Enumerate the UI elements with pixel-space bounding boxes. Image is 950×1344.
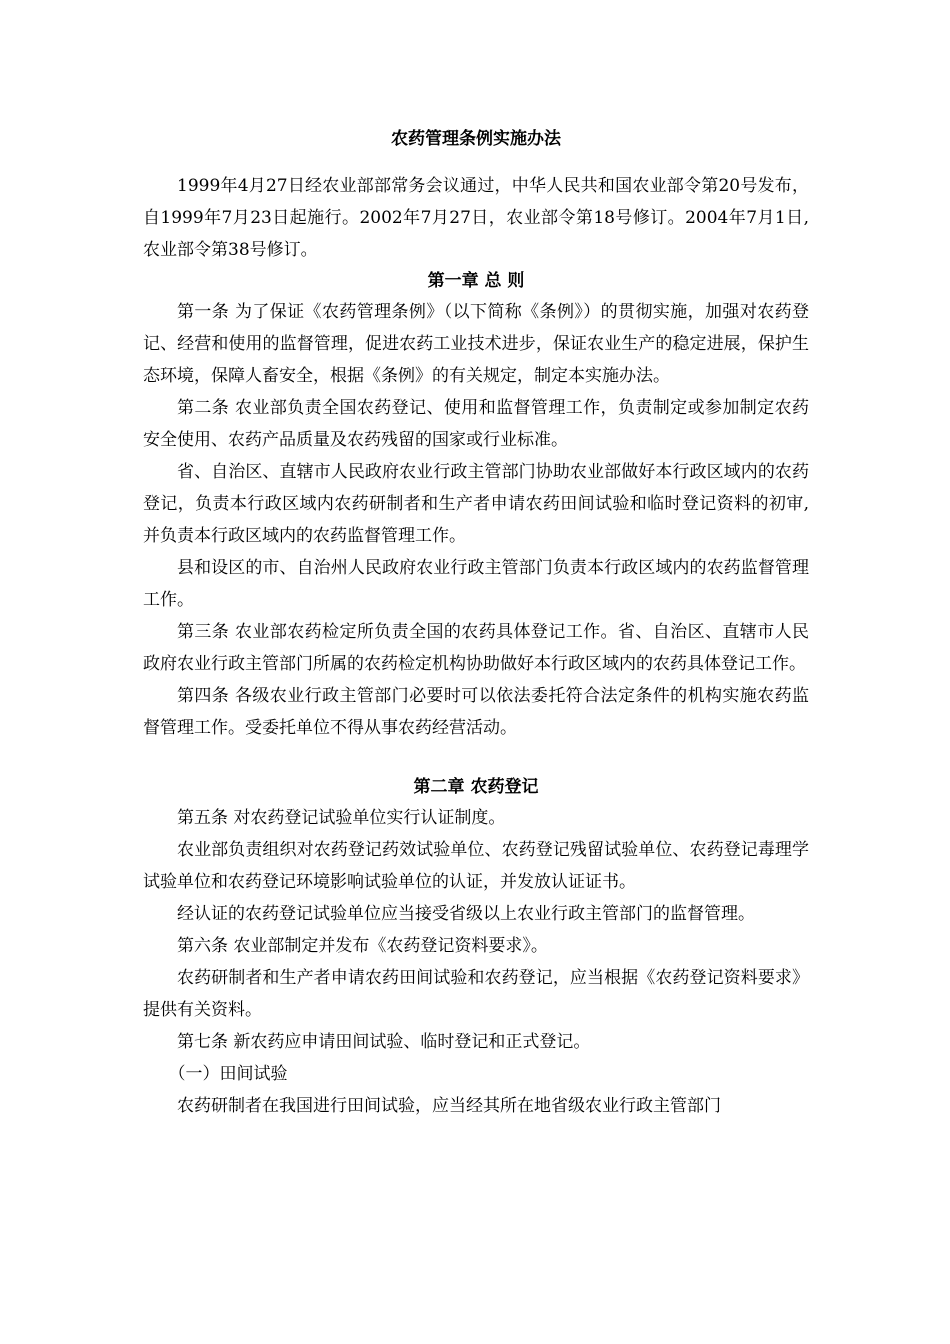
article-2: 第二条 农业部负责全国农药登记、使用和监督管理工作，负责制定或参加制定农药安全使用、农药产品质量及农药残留的国家或行业标准。: [143, 398, 809, 450]
article-1: 第一条 为了保证《农药管理条例》（以下简称《条例》）的贯彻实施，加强对农药登记、经营和使用的监督管理，促进农药工业技术进步，保证农业生产的稳定进展，保护生态环境，保障人畜安全，根据《条例》的有关规定，制定本实施办法。: [143, 302, 809, 386]
document-title: 农药管理条例实施办法: [391, 129, 561, 149]
section-spacer: [143, 744, 809, 772]
article-4: 第四条 各级农业行政主管部门必要时可以依法委托符合法定条件的机构实施农药监督管理工作。受委托单位不得从事农药经营活动。: [143, 686, 809, 738]
chapter-2-heading: 第二章 农药登记: [413, 777, 539, 797]
article-3: 第三条 农业部农药检定所负责全国的农药具体登记工作。省、自治区、直辖市人民政府农业行政主管部门所属的农药检定机构协助做好本行政区域内的农药具体登记工作。: [143, 622, 809, 674]
article-2-para-3: 县和设区的市、自治州人民政府农业行政主管部门负责本行政区域内的农药监督管理工作。: [143, 558, 809, 610]
article-7: 第七条 新农药应申请田间试验、临时登记和正式登记。: [177, 1032, 591, 1052]
chapter-1-heading: 第一章 总 则: [427, 271, 525, 291]
article-5: 第五条 对农药登记试验单位实行认证制度。: [177, 808, 506, 828]
list-item-field-trial: （一）田间试验: [168, 1064, 288, 1084]
article-7-para-2: 农药研制者在我国进行田间试验，应当经其所在地省级农业行政主管部门: [177, 1096, 721, 1116]
article-6-para-2: 农药研制者和生产者申请农药田间试验和农药登记，应当根据《农药登记资料要求》提供有关资料。: [143, 968, 809, 1020]
article-5-para-2: 农业部负责组织对农药登记药效试验单位、农药登记残留试验单位、农药登记毒理学试验单位和农药登记环境影响试验单位的认证，并发放认证证书。: [143, 840, 809, 892]
article-5-para-3: 经认证的农药登记试验单位应当接受省级以上农业行政主管部门的监督管理。: [177, 904, 755, 924]
article-2-para-2: 省、自治区、直辖市人民政府农业行政主管部门协助农业部做好本行政区域内的农药登记，负责本行政区域内农药研制者和生产者申请农药田间试验和临时登记资料的初审,并负责本行政区域内的农药监督管理工作。: [143, 462, 809, 546]
document-body: [143, 122, 809, 1122]
intro-paragraph: 1999年4月27日经农业部部常务会议通过，中华人民共和国农业部令第20号发布，自1999年7月23日起施行。2002年7月27日，农业部令第18号修订。2004年7月1日, 农业部令第38号修订。: [143, 176, 809, 260]
article-6: 第六条 农业部制定并发布《农药登记资料要求》。: [177, 936, 548, 956]
